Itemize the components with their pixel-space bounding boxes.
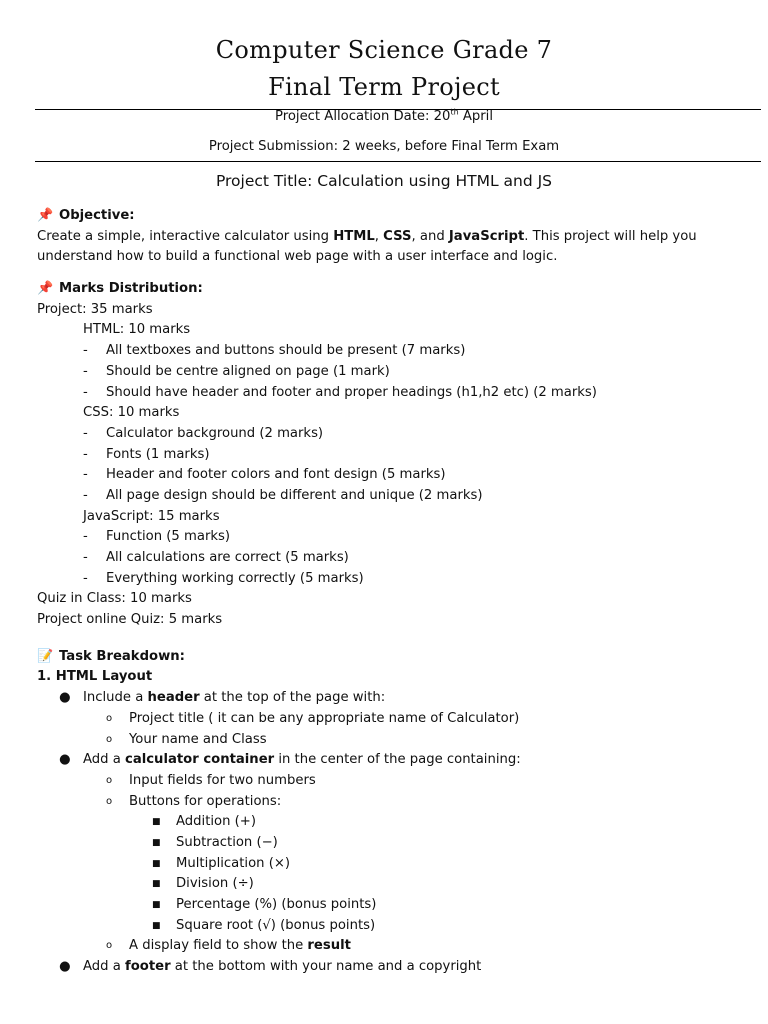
pushpin-icon: 📌 bbox=[37, 281, 54, 297]
list-item: - Should be centre aligned on page (1 mark) bbox=[83, 363, 390, 379]
list-item: - Everything working correctly (5 marks) bbox=[83, 570, 364, 586]
list-item: ■ Square root (√) (bonus points) bbox=[37, 916, 737, 937]
list-item: - Should have header and footer and proper headings (h1,h2 etc) (2 marks) bbox=[83, 384, 597, 400]
objective-heading: 📌 Objective: bbox=[37, 206, 737, 227]
project-title: Project Title: Calculation using HTML and JS bbox=[215, 172, 553, 190]
memo-icon: 📝 bbox=[37, 648, 54, 664]
list-item: o A display field to show the result bbox=[37, 936, 737, 957]
allocation-date: Project Allocation Date: 20th April bbox=[274, 107, 493, 124]
bullet-icon: ■ bbox=[152, 879, 161, 890]
marks-quiz-class: Quiz in Class: 10 marks bbox=[37, 591, 192, 607]
bullet-icon: o bbox=[106, 712, 113, 724]
list-item: ● Add a footer at the bottom with your name and a copyright bbox=[37, 957, 737, 978]
list-item: o Your name and Class bbox=[37, 730, 737, 751]
marks-js-heading: JavaScript: 15 marks bbox=[83, 508, 220, 524]
pushpin-icon: 📌 bbox=[37, 208, 54, 223]
list-item: ■ Addition (+) bbox=[37, 812, 737, 833]
document-subtitle: Final Term Project bbox=[268, 73, 500, 101]
bullet-icon: o bbox=[106, 795, 113, 807]
list-item: o Input fields for two numbers bbox=[37, 771, 737, 792]
tasks-heading: 📝 Task Breakdown: bbox=[37, 647, 737, 668]
list-item: - Calculator background (2 marks) bbox=[83, 425, 324, 441]
bullet-icon: ■ bbox=[152, 837, 161, 848]
marks-heading: 📌 Marks Distribution: bbox=[37, 279, 737, 300]
list-item: ■ Multiplication (×) bbox=[37, 854, 737, 875]
list-item: - Function (5 marks) bbox=[83, 529, 231, 545]
marks-quiz-online: Project online Quiz: 5 marks bbox=[37, 612, 223, 628]
bottom-divider bbox=[35, 161, 761, 162]
document-body bbox=[37, 206, 737, 978]
bullet-icon: ● bbox=[59, 752, 71, 768]
list-item: ■ Division (÷) bbox=[37, 874, 737, 895]
section-html-layout: 1. HTML Layout bbox=[37, 669, 153, 685]
submission-info: Project Submission: 2 weeks, before Final Term Exam bbox=[208, 139, 560, 154]
list-item: ■ Percentage (%) (bonus points) bbox=[37, 895, 737, 916]
bullet-icon: ■ bbox=[152, 858, 161, 869]
bullet-icon: o bbox=[106, 733, 113, 745]
list-item: ■ Subtraction (−) bbox=[37, 833, 737, 854]
bullet-icon: o bbox=[106, 940, 113, 952]
bullet-icon: ■ bbox=[152, 900, 161, 911]
list-item: - All page design should be different and unique (2 marks) bbox=[83, 487, 483, 503]
objective-text: Create a simple, interactive calculator using HTML, CSS, and JavaScript. This project will help you understand how to build a functional web page with a user interface and logic. bbox=[37, 228, 697, 265]
list-item: ● Add a calculator container in the center of the page containing: bbox=[37, 750, 737, 771]
bullet-icon: o bbox=[106, 774, 113, 786]
marks-project-total: Project: 35 marks bbox=[37, 301, 153, 317]
list-item: o Project title ( it can be any appropriate name of Calculator) bbox=[37, 709, 737, 730]
list-item: - Header and footer colors and font design (5 marks) bbox=[83, 467, 446, 483]
list-item: - All textboxes and buttons should be present (7 marks) bbox=[83, 343, 466, 359]
bullet-icon: ● bbox=[59, 690, 71, 706]
bullet-icon: ■ bbox=[152, 920, 161, 931]
marks-html-heading: HTML: 10 marks bbox=[83, 322, 191, 338]
document-title: Computer Science Grade 7 bbox=[215, 36, 553, 64]
list-item: o Buttons for operations: bbox=[37, 792, 737, 813]
list-item: - Fonts (1 marks) bbox=[83, 446, 210, 462]
marks-css-heading: CSS: 10 marks bbox=[83, 405, 180, 421]
bullet-icon: ■ bbox=[152, 817, 161, 828]
bullet-icon: ● bbox=[59, 959, 71, 975]
list-item: - All calculations are correct (5 marks) bbox=[83, 550, 349, 566]
list-item: ● Include a header at the top of the page with: bbox=[37, 688, 737, 709]
